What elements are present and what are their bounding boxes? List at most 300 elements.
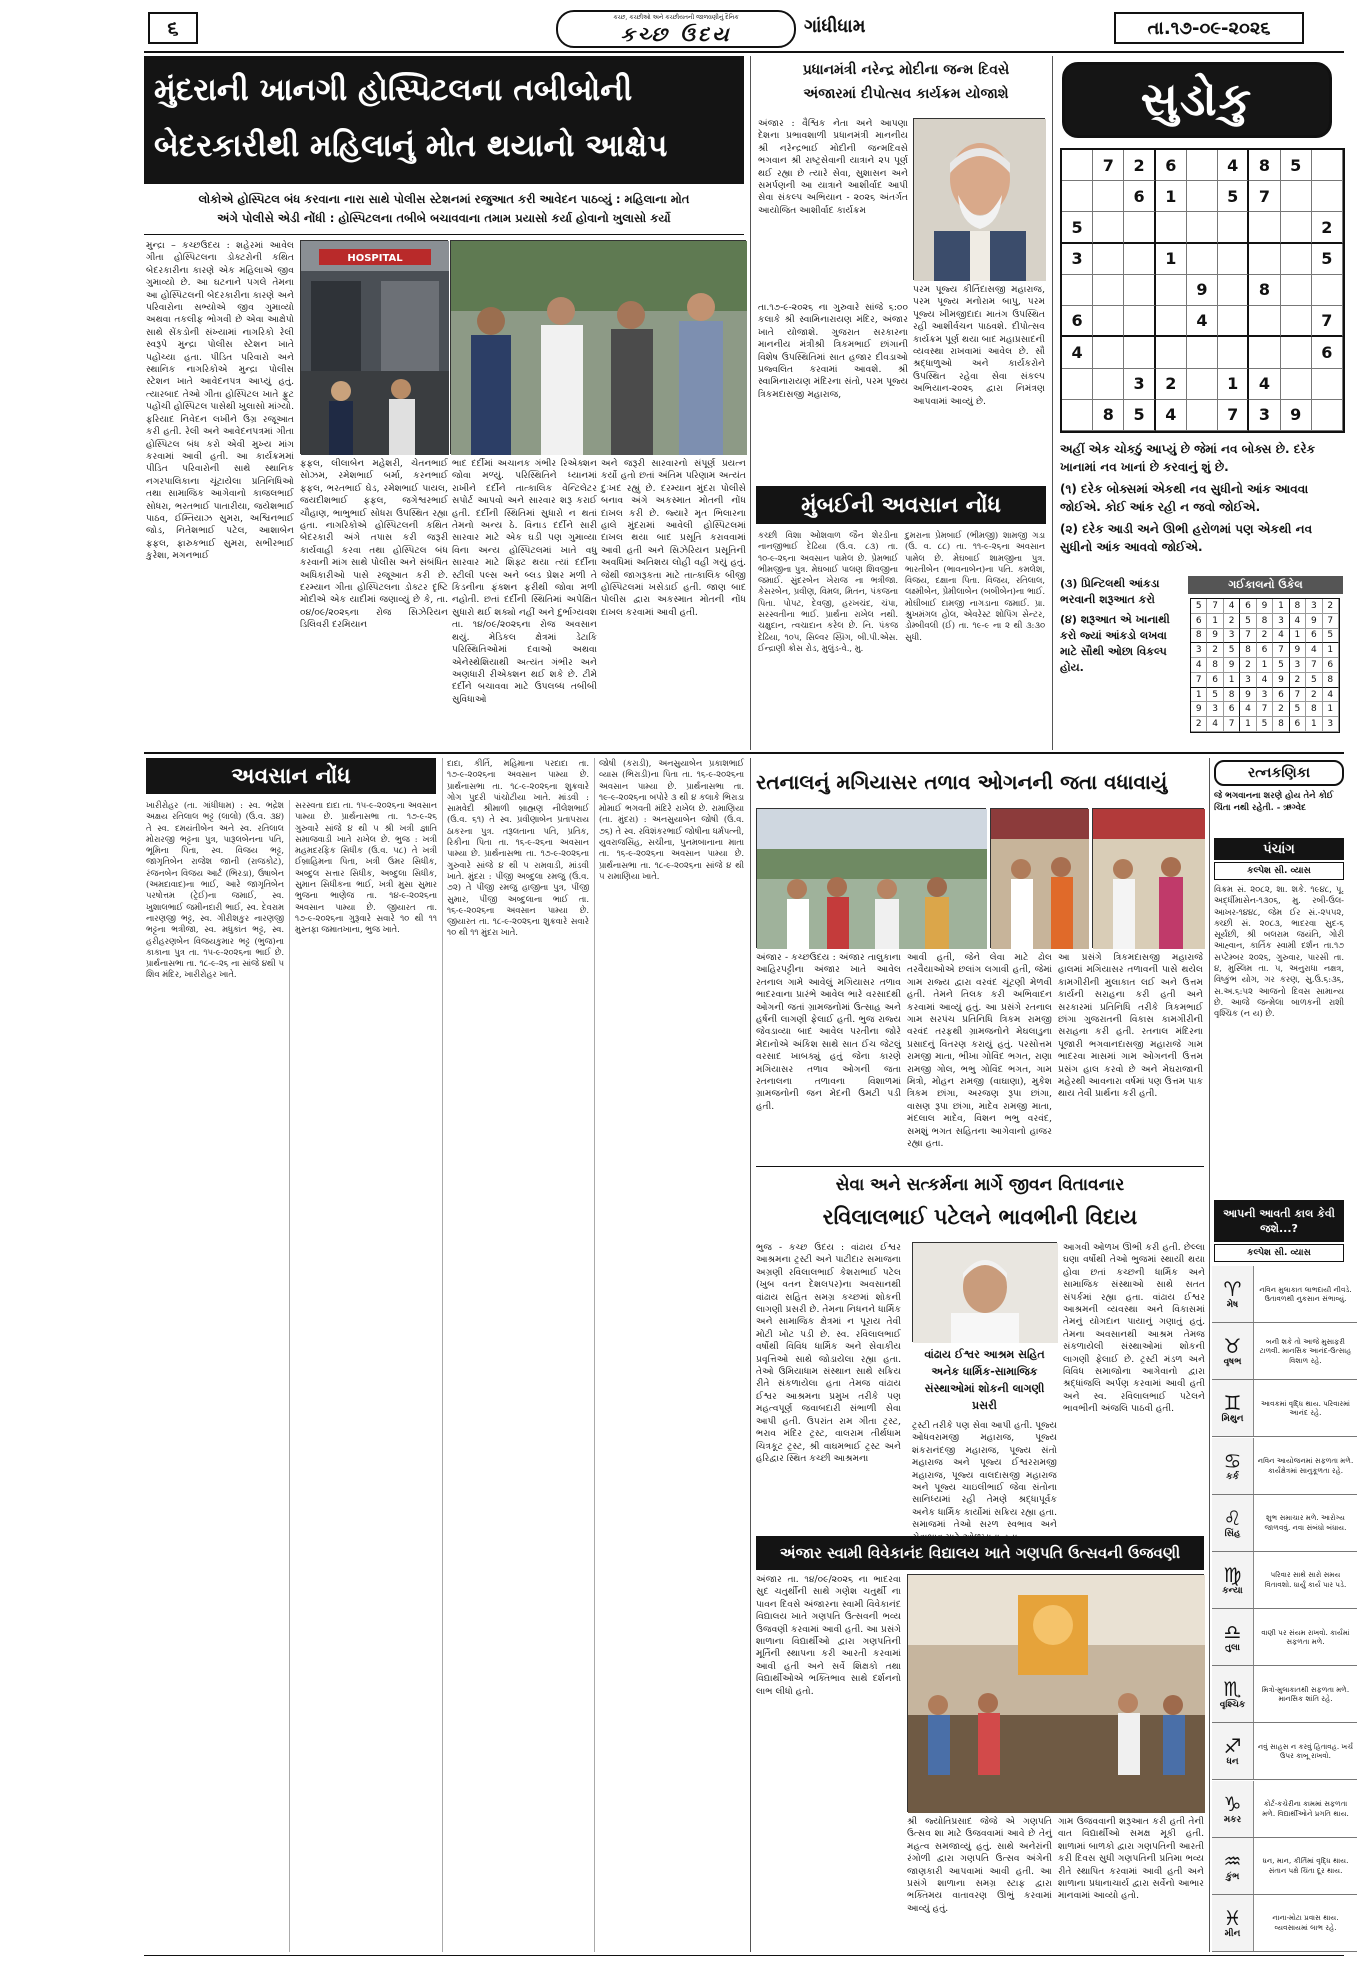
zodiac-sign-icon	[1212, 1838, 1254, 1894]
horoscope-author-box	[1214, 1244, 1344, 1262]
sudoku-cell	[1093, 306, 1124, 337]
sudoku-solution-cell: 6	[1224, 702, 1240, 717]
ganpati-headline: અંજાર સ્વામી વિવેકાનંદ વિદ્યાલય ખાતે ગણપતિ ઉત્સવની ઉજવણી	[779, 1544, 1181, 1562]
mumbai-obit-title: મુંબઈની અવસાન નોંધ	[801, 492, 1001, 518]
ratnal-photo-2	[990, 808, 1088, 948]
zodiac-sign-icon	[1212, 1609, 1254, 1665]
sudoku-solution-cell: 3	[1191, 643, 1207, 658]
sudoku-cell: 2	[1124, 150, 1155, 181]
col-rule-sudoku	[1052, 56, 1053, 750]
sudoku-solution-cell: 3	[1207, 702, 1223, 717]
sudoku-solution-cell: 7	[1306, 658, 1322, 673]
horoscope-author: કલ્પેશ સી. વ્યાસ	[1247, 1248, 1311, 1258]
col-rule-ratnal	[750, 758, 751, 1952]
zodiac-prediction: નવિન મુલાકાત લાભદાયી નીવડે. ઉતાવળથી નુકસાન સંભાવ્યું.	[1259, 1284, 1352, 1304]
sudoku-cell	[1062, 400, 1093, 431]
zodiac-sign-name: કુંભ	[1225, 1871, 1240, 1882]
sudoku-cell	[1062, 181, 1093, 212]
sudoku-solution-cell: 7	[1191, 673, 1207, 688]
sudoku-cell: 8	[1093, 400, 1124, 431]
sudoku-solution-cell: 9	[1290, 643, 1306, 658]
sudoku-solution-cell: 2	[1323, 599, 1339, 614]
panchang-title: પંચાંગ	[1263, 841, 1295, 857]
zodiac-sign-icon	[1212, 1895, 1254, 1951]
zodiac-row	[1212, 1495, 1357, 1552]
zodiac-prediction: નવિન આયોજનમાં સફળતા મળે. કાર્યક્ષેત્રમાં સાનુકૂળતા રહે.	[1257, 1456, 1354, 1475]
ravilal-headline-line-2: રવિલાલભાઈ પટેલને ભાવભીની વિદાય	[822, 1205, 1138, 1229]
zodiac-row	[1212, 1552, 1357, 1609]
col-rule-avsan-2	[442, 758, 443, 1952]
lead-story-col-2: ફફલ, લીલાબેન મહેશરી, ચેતનભાઈ સોઝમ, રમેશભાઈ બર્મા, કરનભાઈ ફફલ, ભરતભાઈ ઘેડ, રમેશભાઈ પાયલ, જયદીશભાઈ ફફલ, જગેશ્વરભાઈ ચૌહાણ, ભાભુભાઈ સોધરા ઉપસ્થિત રહ્યા હતા. નાગરિકોએ હોસ્પિટલની કથિત બેદરકારી અંગે તપાસ કરી જરૂરી કાર્યવાહી કરવા તથા હોસ્પિટલ બંધ કરવાની માંગ સાથે પોલીસ અને સંબંધિત અધિકારીઓ પાસે રજૂઆત કરી છે. દરમ્યાન ગીતા હોસ્પિટલના ડોક્ટર દૃષ્ટિ મોદીએ એક યાદીમાં જણાવ્યું છે કે, તા. ૦૪/૦૯/૨૦૨૬ના રોજ સિઝેરિયન ડિલિવરી દરમિયાન	[300, 458, 448, 631]
zodiac-row	[1212, 1895, 1357, 1952]
sudoku-cell: 6	[1312, 337, 1343, 368]
sudoku-cell: 6	[1124, 181, 1155, 212]
zodiac-sign-icon	[1212, 1552, 1254, 1608]
zodiac-row	[1212, 1380, 1357, 1437]
ganpati-col-3: ગામ ઉજવવાની શરૂઆત કરી હતી તેની વાત વિદ્યાર્થીઓ સમક્ષ મૂકી હતી. શાળામાં બાળકો દ્વારા ગણપતિની આરતી કરી દિવસ સુધી ગણપતિની પ્રતિમા ભવ્ય રીતે સ્થાપિત કરવામાં આવી હતી અને શાળાના પ્રધાનાચાર્ય દ્વારા સર્વેનો આભાર માનવામાં આવ્યો હતો.	[1058, 1816, 1204, 1902]
zodiac-sign-name: વૃષભ	[1223, 1357, 1242, 1368]
sudoku-solution-cell: 7	[1240, 629, 1256, 644]
zodiac-prediction: નવું સાહસ ન કરવું હિતાવહ. ખર્ચ ઉપર કાબૂ રાખવો.	[1257, 1741, 1354, 1761]
sudoku-solution-cell: 4	[1224, 599, 1240, 614]
zodiac-sign-icon	[1212, 1723, 1254, 1779]
sudoku-cell	[1187, 150, 1218, 181]
sudoku-cell	[1312, 400, 1343, 431]
zodiac-sign-name: કર્ક	[1226, 1471, 1239, 1482]
sudoku-cell: 7	[1093, 150, 1124, 181]
sudoku-cell: 8	[1249, 150, 1280, 181]
sudoku-cell	[1156, 275, 1187, 306]
zodiac-sign-name: ધન	[1226, 1757, 1239, 1768]
ravilal-col-1: ભુજ - કચ્છ ઉદય : વાંઢાય ઈશ્વર આશ્રમના ટ્રસ્ટી અને પાટીદાર સમાજના અગ્રણી રવિલાલભાઈ કેશરાભાઈ પટેલ (ખુબ વતન દેશલપર)ના અવસાનથી વાંઢાય સહિત સમગ્ર કચ્છમાં શોકની લાગણી પ્રસરી છે. તેમના નિધનને ધાર્મિક અને સામાજિક ક્ષેત્રમાં ન પૂરાય તેવી મોટી ખોટ પડી છે. સ્વ. રવિલાલભાઈ વર્ષોથી વિવિધ ધાર્મિક અને સેવાકીય પ્રવૃત્તિઓ સાથે જોડાયેલા રહ્યા હતા. તેઓ ઉમિયાધામ સંસ્થાન સાથે સક્રિય રીતે સંકળાયેલા હતા તેમજ વાંઢાય ઈશ્વર આશ્રમના પ્રમુખ તરીકે પણ મહત્વપૂર્ણ જવાબદારી સંભાળી સેવા આપી હતી. ઉપરાંત રામ ગીતા ટ્રસ્ટ, ભરાવ મંદિર ટ્રસ્ટ, વાલરામ તીર્થધામ ચિત્રકૂટ ટ્રસ્ટ, શ્રી વાઘમભાઈ ટ્રસ્ટ અને હરિદ્વાર સ્થિત કચ્છી આશ્રમના	[756, 1242, 901, 1464]
zodiac-glyph-icon: ♒	[1223, 1848, 1242, 1873]
sudoku-cell	[1062, 150, 1093, 181]
sudoku-solution-cell: 2	[1240, 658, 1256, 673]
sudoku-cell: 4	[1187, 306, 1218, 337]
sudoku-cell	[1093, 275, 1124, 306]
ravilal-photo	[912, 1242, 1057, 1342]
sudoku-cell	[1218, 275, 1249, 306]
sudoku-solution-grid	[1190, 598, 1340, 733]
zodiac-sign-icon	[1212, 1438, 1254, 1494]
sudoku-solution-cell: 3	[1224, 629, 1240, 644]
page-number: ૬	[167, 16, 179, 40]
sudoku-solution-cell: 7	[1290, 688, 1306, 703]
sudoku-rules	[1060, 440, 1345, 556]
sudoku-cell	[1249, 337, 1280, 368]
col-rule-avsan-1	[289, 800, 290, 1952]
ravilal-headline-line-1: સેવા અને સત્કર્મના માર્ગે જીવન વિતાવનાર	[835, 1175, 1125, 1195]
zodiac-prediction: આવકમાં વૃદ્ધિ થાય. પરિવારમાં આનંદ રહે.	[1260, 1398, 1351, 1418]
zodiac-sign-name: વૃશ્ચિક	[1219, 1700, 1246, 1711]
zodiac-prediction: નાના-મોટા પ્રવાસ થાય. વ્યવસાયમાં લાભ રહે.	[1272, 1913, 1339, 1932]
sudoku-solution-cell: 2	[1306, 688, 1322, 703]
sudoku-solution-cell: 1	[1273, 599, 1289, 614]
ganpati-col-1: અંજાર તા. ૧૪/૦૯/૨૦૨૬ ના ભાદરવા સુદ ચતુર્થીની સાથે ગણેશ ચતુર્થી ના પાવન દિવસે અંજારના સ્વામી વિવેકાનંદ વિદ્યાલય ખાતે ગણપતિ ઉત્સવની ભવ્ય ઉજવણી કરવામાં આવી હતી. આ પ્રસંગે શાળાના વિદ્યાર્થીઓ દ્વારા ગણપતિની મૂર્તિની સ્થાપના કરી આરતી કરવામાં આવી હતી અને સર્વે શિક્ષકો તથા વિદ્યાર્થીઓએ ભક્તિભાવ સાથે દર્શનનો લાભ લીધો હતો.	[756, 1574, 901, 1697]
sudoku-cell: 5	[1124, 400, 1155, 431]
masthead-city: ગાંધીધામ	[804, 16, 866, 37]
sudoku-cell	[1249, 306, 1280, 337]
ratnal-headline	[756, 760, 1201, 804]
sudoku-solution-cell: 5	[1224, 643, 1240, 658]
sudoku-cell: 4	[1156, 400, 1187, 431]
sudoku-cell: 5	[1218, 181, 1249, 212]
sudoku-solution-cell: 1	[1224, 673, 1240, 688]
sudoku-solution-cell: 9	[1224, 658, 1240, 673]
sudoku-solution-cell: 1	[1240, 717, 1256, 732]
sudoku-solution-cell: 6	[1273, 688, 1289, 703]
sudoku-solution-cell: 3	[1240, 673, 1256, 688]
sudoku-cell	[1156, 306, 1187, 337]
sudoku-solution-cell: 5	[1306, 673, 1322, 688]
sudoku-cell: 1	[1218, 369, 1249, 400]
zodiac-sign-icon	[1212, 1666, 1254, 1722]
zodiac-sign-icon	[1212, 1266, 1254, 1322]
zodiac-glyph-icon: ♐	[1223, 1734, 1242, 1759]
zodiac-row	[1212, 1609, 1357, 1666]
sudoku-solution-cell: 9	[1306, 614, 1322, 629]
sudoku-solution-cell: 5	[1257, 717, 1273, 732]
sudoku-solution-cell: 1	[1191, 688, 1207, 703]
masthead-tagline: કચ્છ, કચ્છીઓ અને કચ્છીયતની જાળવણીનું દૈનિક	[613, 14, 739, 21]
sudoku-solution-cell: 5	[1240, 614, 1256, 629]
sudoku-solution-cell: 5	[1207, 688, 1223, 703]
horoscope-title-box	[1214, 1200, 1344, 1242]
sudoku-rules-intro: અહીં એક ચોકઠું આપ્યું છે જેમાં નવ બોક્સ છે. દરેક ખાનામાં નવ ખાનાં છે કરવાનું શું છે.	[1060, 442, 1316, 474]
sudoku-solution-cell: 1	[1257, 658, 1273, 673]
lead-story-col-1: મુન્દ્રા – કચ્છઉદય : શહેરમાં આવેલ ગીતા હોસ્પિટલના ડોક્ટરોની કથિત બેદરકારીના કારણે એક મહિલાએ જીવ ગુમાવ્યો છે. આ ઘટનાને પગલે તેમના આ હોસ્પિટલની બેદરકારીના કારણે અને પરિવારોના સભ્યોએ જીવ ગુમાવ્યો અથવા તકલીફ ભોગવી છે એવા આક્ષેપો સાથે સેંકડોની સંખ્યામાં નાગરિકો રેલી સ્વરૂપે મુન્દ્રા પોલીસ સ્ટેશન ખાતે પહોંચ્યા હતા. પીડિત પરિવારો અને સ્થાનિક નાગરિકોએ મુન્દ્રા પોલીસ સ્ટેશન ખાતે આવેદનપત્ર આપ્યું હતું. ત્યારબાદ તેઓ ગીતા હોસ્પિટલ ખાતે ફ્રુટ પહોંચી હોસ્પિટલ પાસેથી ખુલાસો માંગ્યો. ફરિયાદ નિવેદન લખીને ઉગ્ર રજૂઆત કરી હતી. રેલી અને આવેદનપત્રમાં ગીતા હોસ્પિટલ બંધ કરો એવી મુખ્ય માંગ કરવામાં આવી હતી. આ કાર્યક્રમમાં પીડિત પરિવારોની સાથે સ્થાનિક નગરપાલિકાના ચૂંટાયેલા પ્રતિનિધિઓ તથા સામાજિક આગેવાનો કાજલભાઈ સોધરા, ભરતભાઈ પાતારીયા, જયેશભાઈ પાઠવ, ઈમ્તિયાઝ સુમરા, અશ્વિનભાઈ જોડ, નિતેશભાઈ પટેલ, આશાબેન ફફલ, ફારુકભાઈ સુમરા, સભીરભાઈ કુરેશા, મગનભાઈ	[146, 240, 294, 562]
sudoku-solution-cell: 3	[1306, 599, 1322, 614]
sudoku-cell: 6	[1062, 306, 1093, 337]
sudoku-solution-cell: 4	[1290, 614, 1306, 629]
sudoku-cell: 8	[1249, 275, 1280, 306]
sudoku-cell	[1156, 337, 1187, 368]
avsan-col-4: જોષી (કરાડી), અનસુયાબેન પ્રકાશભાઈ વ્યાસ (ભિરાડી)ના પિતા તા. ૧૬-૯-૨૦૨૬ના અવસાન પામ્યા છે. પ્રાર્થનાસભા તા. ૧૯-૯-૨૦૨૬ના બપોરે ૩ થી ૪ કલાકે ભિરાડા મોમાઈ ભગવતી મંદિરે રાખેલ છે. રામાણિયા (તા. મુંદરા) : અનસુયાબેન જોષી (ઉ.વ. ૭૬) તે સ્વ. રવિશંકરભાઈ જોષીના ધર્મપત્ની, યુવરાજસિંહ, સચીના, પુનમબાનાના માતા તા. ૧૬-૯-૨૦૨૬ના અવસાન પામ્યા છે. પ્રાર્થનાસભા તા. ૧૮-૯-૨૦૨૬ના સાંજે ૪ થી ૫ રામાણિયા ખાતે.	[599, 758, 744, 881]
sudoku-cell	[1312, 181, 1343, 212]
sudoku-solution-cell: 6	[1290, 717, 1306, 732]
sudoku-cell	[1187, 212, 1218, 243]
date-box	[1114, 12, 1304, 44]
sudoku-cell: 6	[1156, 150, 1187, 181]
horoscope-list	[1212, 1266, 1352, 1952]
sudoku-solution-cell: 8	[1257, 614, 1273, 629]
ratnakanika-title: રત્નકણિકા	[1247, 765, 1311, 781]
col-rule-modi	[750, 56, 751, 750]
zodiac-row	[1212, 1666, 1357, 1723]
sudoku-cell: 4	[1249, 369, 1280, 400]
sudoku-cell: 1	[1156, 181, 1187, 212]
sudoku-cell	[1093, 244, 1124, 275]
sudoku-cell	[1249, 212, 1280, 243]
sudoku-solution-cell: 7	[1323, 614, 1339, 629]
avsan-col-2: સરસ્વતા દાદા તા. ૧૫-૯-૨૦૨૬ના અવસાન પામ્યા છે. પ્રાર્થનાસભા તા. ૧૭-૯-૨૬ ગુરુવારે સાંજે ૪ થી ૫ શ્રી ખત્રી જ્ઞાતિ સમાજવાડી ખાતે રાખેલ છે. ભુજ : ખત્રી મહમદરફિક સિધીક (ઉ.વ. ૫૮) તે ખત્રી ઈબ્રાહિમના પિતા, ખત્રી ઉમર સિધીક, અબ્દુલ સત્તાર સિધીક, અબ્દુલા સિધીક, સુમાન સિધીકના ભાઈ, ખત્રી મુસા સુમાર ભુજના ભાણેજ તા. ૧૪-૯-૨૦૨૬ના અવસાન પામ્યા છે. જીયારત તા. ૧૭-૯-૨૦૨૬ના ગુરૂવારે સવારે ૧૦ થી ૧૧ મુસ્તફા જમાતખાના, ભુજ ખાતે.	[295, 800, 437, 935]
zodiac-sign-icon	[1212, 1323, 1254, 1379]
sudoku-solution-cell: 2	[1207, 643, 1223, 658]
sudoku-solution-cell: 8	[1224, 688, 1240, 703]
sudoku-rules-lower	[1060, 576, 1180, 676]
zodiac-glyph-icon: ♉	[1223, 1334, 1242, 1359]
lead-deck-rule	[144, 234, 744, 235]
sudoku-cell	[1281, 369, 1312, 400]
sudoku-solution-cell: 6	[1240, 599, 1256, 614]
zodiac-prediction: પરિવાર સાથે સારો સમય વિતાવશો. ધાર્યું કાર્ય પાર પડે.	[1264, 1570, 1347, 1589]
sudoku-solution-cell: 4	[1257, 673, 1273, 688]
sudoku-rule-3: (૩) પ્રિન્ટિલથી આંકડા ભરવાની શરૂઆત કરો	[1060, 577, 1160, 606]
sudoku-solution-cell: 4	[1273, 629, 1289, 644]
sudoku-cell	[1218, 306, 1249, 337]
sudoku-solution-cell: 2	[1290, 673, 1306, 688]
sudoku-cell	[1312, 150, 1343, 181]
sudoku-solution-cell: 3	[1323, 717, 1339, 732]
sudoku-cell	[1281, 244, 1312, 275]
sudoku-cell	[1156, 212, 1187, 243]
sudoku-cell: 7	[1312, 306, 1343, 337]
sudoku-solution-cell: 3	[1257, 688, 1273, 703]
avsan-title: અવસાન નોંધ	[231, 763, 351, 789]
sudoku-cell	[1187, 244, 1218, 275]
sudoku-solution-cell: 7	[1224, 717, 1240, 732]
sudoku-solution-cell: 1	[1290, 629, 1306, 644]
ratnal-headline-text: રતનાલનું મગિયાસર તળાવ ઓગનની જતા વધાવાયું	[756, 770, 1168, 794]
lead-photo-hospital	[300, 240, 448, 454]
lead-headline-line-1: મુંદરાની ખાનગી હોસ્પિટલના તબીબોની	[154, 72, 633, 108]
sudoku-rule-4: (૪) શરૂઆત એ ખાનાથી કરો જ્યાં આંકડો લખવા માટે સૌથી ઓછા વિકલ્પ હોય.	[1060, 613, 1170, 674]
page-number-box	[148, 12, 198, 44]
ganpati-col-2: શ્રી જ્યોતિપ્રસાદ જેજે એ ગણપતિ ઉત્સવ શા માટે ઉજવવામાં આવે છે તેનું મહત્વ સમજાવ્યું હતું. સાથે અનેરાંની રંગોળી દ્વારા ગણપતિ ઉત્સવ અંગેની જાણકારી આપવામાં આવી હતી. આ પ્રસંગે શાળાના સમગ્ર સ્ટાફ દ્વારા ભક્તિમય વાતાવરણ ઊભું કરવામાં આવ્યું હતું.	[907, 1816, 1052, 1914]
lead-headline-box	[144, 56, 744, 184]
zodiac-glyph-icon: ♏	[1223, 1677, 1242, 1702]
col-rule-right-rail	[1209, 758, 1210, 1952]
sudoku-solution-cell: 8	[1306, 702, 1322, 717]
modi-story-intro: અંજાર : વૈશ્વિક નેતા અને આપણા દેશના પ્રભાવશાળી પ્રધાનમંત્રી માનનીય શ્રી નરેન્દ્રભાઈ મોદીની જન્મદિવસે ભગવાન શ્રી રાષ્ટ્રસેવાની યાત્રાને ૨૫ પૂર્ણ થઈ રહ્યા છે ત્યારે સેવા, સુશાસન અને સમર્પણની આ યાત્રાને આશીર્વાદ આપી સેવા સંકલ્પ અભિયાન - ૨૦૨૬ અંતર્ગત આયોજિત આશીર્વાદ કાર્યક્રમ	[758, 118, 908, 216]
modi-headline-line-1: પ્રધાનમંત્રી નરેન્દ્ર મોદીના જન્મ દિવસે	[802, 62, 1010, 78]
sudoku-solution-cell: 8	[1273, 717, 1289, 732]
sudoku-solution-cell: 5	[1323, 629, 1339, 644]
zodiac-glyph-icon: ♈	[1223, 1277, 1242, 1302]
sudoku-cell	[1281, 212, 1312, 243]
ravilal-caption: વાંઢાય ઈશ્વર આશ્રમ સહિત અનેક ધાર્મિક-સામાજિક સંસ્થાઓમાં શોકની લાગણી પ્રસરી	[924, 1348, 1045, 1412]
mumbai-obit-col-1: કચ્છી વિશા ઓશવાળ જૈન શેરડીના નાનજીભાઈ દેઢિયા (ઉ.વ. ૮૩) તા. ૧૦-૯-૨૬ના અવસાન પામેલ છે. પ્રેમભાઈ ભીમજીના પુત્ર. મેઘબાઈ પાલણ શિવજીના જમાઈ. સુંદરબેન ખેરાજ ના ભત્રીજા. કેસરબેન, પ્રવીણ, વિમલ, મિતન, પંકજના પિતા. પોપટ, દેવજી, હરખચંદ, ચંપા, સરસ્વતીના ભાઈ. પ્રાર્થના રાખેલ નથી. ચક્ષુદાન, ત્વચાદાન કરેલ છે. નિ. પંકજ દેઢિયા, ૧૦૫, સિલ્વર સ્પ્રિંગ, બી.પી.એસ. ઈન્દ્રાણી ક્રોસ રોડ, મુલુંડ-વે., મુ.	[758, 530, 898, 653]
ratnakanika-box	[1214, 760, 1344, 786]
zodiac-row	[1212, 1438, 1357, 1495]
sudoku-solution-cell: 1	[1306, 717, 1322, 732]
zodiac-row	[1212, 1781, 1357, 1838]
sudoku-grid	[1060, 148, 1345, 433]
sudoku-cell	[1093, 369, 1124, 400]
ravilal-headline	[756, 1170, 1204, 1234]
zodiac-glyph-icon: ♑	[1223, 1791, 1242, 1816]
sudoku-cell	[1281, 306, 1312, 337]
ratnal-photo-3	[1092, 808, 1204, 948]
panchang-text: વિક્રમ સં. ૨૦૮૨, શા. શકે. ૧૯૪૮, પૂ. અર્દ્ધીમાસેન-૧૩૦૬, મુ. રબી-ઉલ-આખર-૧૪૪૮, જેમ ઈર સં.-૨૫૫૨, ક્ચ્છી સં. ૨૦૮૩, ભાદરવા સુદ-૬ સૂર્યછી, શ્રી બલરામ જયંતિ, ગોરી આહ્વાન, કાર્તિક સ્વામી દર્શન તા.૧૭ સપ્ટેમ્બર ૨૦૨૬, ગુરુવાર, પારસી તા. ૪, મુસ્લિમ તા. ૫, અનુરાધા નક્ષત્ર, વિષ્કુંભ યોગ, ગર કરણ, સુ.ઉ.૬:૩૬, સ.અ.૬:૫૨ આજનો દિવસ સામાન્ય છે. આજે જન્મેલા બાળકની રાશી વૃશ્ચિક (ન ય) છે.	[1214, 884, 1344, 1019]
page-header	[144, 10, 1359, 48]
sudoku-solution-cell: 7	[1273, 643, 1289, 658]
sudoku-cell	[1062, 275, 1093, 306]
sudoku-solution-cell: 1	[1323, 702, 1339, 717]
sudoku-cell	[1249, 244, 1280, 275]
sudoku-solution-cell: 9	[1273, 673, 1289, 688]
zodiac-sign-name: કન્યા	[1222, 1585, 1243, 1596]
lead-deck	[144, 190, 744, 228]
sudoku-cell	[1124, 244, 1155, 275]
svg-text:HOSPITAL: HOSPITAL	[347, 253, 403, 264]
zodiac-row	[1212, 1323, 1357, 1380]
avsan-title-box	[146, 758, 436, 794]
zodiac-prediction: બની શકે તો આજે મુસાફરી ટાળવી. માનસિક આનંદ-ઉત્સાહ વિશાળ રહે.	[1259, 1336, 1352, 1365]
sudoku-cell: 3	[1062, 244, 1093, 275]
sudoku-cell	[1093, 181, 1124, 212]
sudoku-solution-cell: 4	[1323, 688, 1339, 703]
header-rule	[144, 51, 1344, 53]
sudoku-title-box	[1062, 62, 1332, 138]
ratnal-photo-1	[756, 808, 986, 948]
sudoku-solution-cell: 6	[1323, 658, 1339, 673]
sudoku-cell: 1	[1156, 244, 1187, 275]
modi-photo	[913, 118, 1045, 280]
sudoku-solution-cell: 2	[1191, 717, 1207, 732]
lead-story-col-4: અને જરૂરી સારવારનો સંપૂર્ણ પ્રયત્ન કર્યો હતો છતાં અંતિમ પરિણામ અત્યંત દુઃખદ રહ્યું છે. દરમ્યાન મુંદરા પોલીસે બનાવ અંગે અકસ્માત મોતની નોંધ દાખલ કરી છે. જ્યારે મૃત ભિલારના હાલે મુંદરામાં આવેલી હોસ્પિટલમાં દાખલ થયા બાદ પ્રસૂતિ કરાવવામાં આવી હતી અને સિઝેરિયન પ્રસૂતિની અવધિમાં અતિશય લોહી વહી ગયું હતું. જેથી જાગરૂકતા માટે તાત્કાલિક બીજી હોસ્પિટલમાં ખસેડાઈ હતી. જાણ બાદ પોલીસ દ્વારા અકસ્માત મોતની નોંધ દાખલ કરવામાં આવી હતી.	[601, 458, 746, 618]
panchang-author: કલ્પેશ સી. વ્યાસ	[1247, 866, 1311, 876]
zodiac-glyph-icon: ♊	[1223, 1391, 1242, 1416]
sudoku-cell: 2	[1156, 369, 1187, 400]
sudoku-solution-cell: 4	[1240, 702, 1256, 717]
lead-deck-line-1: લોકોએ હોસ્પિટલ બંધ કરવાના નારા સાથે પોલીસ સ્ટેશનમાં રજુઆત કરી આવેદન પાઠવ્યું : મહિલાના મોત	[198, 192, 690, 206]
zodiac-sign-icon	[1212, 1380, 1254, 1436]
zodiac-glyph-icon: ♎	[1223, 1620, 1242, 1645]
zodiac-sign-name: મીન	[1224, 1928, 1241, 1939]
sudoku-solution-cell: 6	[1191, 614, 1207, 629]
mumbai-obit-col-2: દુમરાના પ્રેમબાઈ (ભીમજી) શામજી ગડા (ઉ. વ. ૮૮) તા. ૧૧-૯-૨૬ના અવસાન પામેલ છે. મેઘબાઈ શામજીના પુત્ર. ભારતીબેન (ભાવનાબેન)ના પતિ. કમલેશ, વિજય, દક્ષાના પિતા. વિજય, રતિલાલ, લક્ષ્મીબેન, પ્રેમીલાબેન (બબીબેન)ના ભાઈ. મોઘીબાઈ દામજી નાગડાના જમાઈ. પ્રા. શ્રુખમંગલ હોલ, એવરેસ્ટ શોપિંગ સેન્ટર, ડોમ્બીવલી (ઈ) તા. ૧૯-૯ ના ૨ થી ૩:૩૦ સુધી.	[905, 530, 1045, 642]
zodiac-sign-name: મકર	[1223, 1814, 1242, 1825]
sudoku-cell	[1093, 212, 1124, 243]
sudoku-solution-cell: 3	[1290, 658, 1306, 673]
zodiac-sign-name: તુલા	[1225, 1643, 1240, 1654]
sudoku-solution-cell: 8	[1323, 673, 1339, 688]
sudoku-cell	[1187, 181, 1218, 212]
sudoku-solution-cell: 5	[1273, 658, 1289, 673]
sudoku-cell	[1124, 337, 1155, 368]
sudoku-cell	[1312, 369, 1343, 400]
sudoku-cell	[1187, 369, 1218, 400]
avsan-col-3: દાદા, કીર્તિ, મહિમાના પરદાદા તા. ૧૭-૯-૨૦૨૬ના અવસાન પામ્યા છે. પ્રાર્થનાસભા તા. ૧૮-૯-૨૦૨૬ના શુક્રવારે ગોગ પુદરી પાંચોટીયા ખાતે. માંડવી : સામવેદી શ્રીમાળી બ્રાહ્મણ નીલેશભાઈ (ઉ.વ. ૬૧) તે સ્વ. પ્રવીણાબેન પ્રતાપરાય ઠાકરના પુત્ર. તરૂલતાના પતિ, પ્રતિક, રિકીના પિતા તા. ૧૬-૯-૨૬ના અવસાન પામ્યા છે. પ્રાર્થનાસભા તા. ૧૭-૯-૨૦૨૬ના ગુરુવારે સાંજે ૪ થી ૫ રામવાડી, માંડવી ખાતે. મુંદરા : પીંજી અબ્દુલા રમજુ (ઉ.વ. ૭૨) તે પીંજી રમજુ હાજીના પુત્ર, પીંજી સુમાર, પીંજી અબ્દુલાના ભાઈ તા. ૧૬-૯-૨૦૨૬ના અવસાન પામ્યા છે. જીયારત તા. ૧૮-૯-૨૦૨૬ના શુક્રવારે સવારે ૧૦ થી ૧૧ મુંદરા ખાતે.	[447, 758, 589, 938]
lead-story-col-3: ભાદ દર્દીમાં અચાનક ગંભીર રિએક્શન જોવા મળ્યું. પરિસ્થિતિને ધ્યાનમાં રાખીને દર્દીને તાત્કાલિક વેન્ટિલેટર સપોર્ટ આપવો અને સારવાર શરૂ કરાઈ હતી. દર્દીની સ્થિતિમાં સુધારો ન થતાં તેમનો અન્ય ઠે. વિનાડ દર્દીને સારી સારવાર માટે એક ઘડી પણ ગુમાવ્યા વિના અન્ય હોસ્પિટલમાં ખાતે વધુ સારવાર માટે શિફ્ટ થયા ત્યાં દર્દીના સ્ટીલી પલ્સ અને બ્લડ પ્રેશર મળી તે કિડનીના ફંક્શન ફરીથી જોવા મળી નહોતી. છતાં દર્દીની સ્થિતિમાં અપેક્ષિત સુધારો થઈ શક્યો નહીં અને દુર્ભાગ્યવશ તા. ૧૪/૦૯/૨૦૨૬ના રોજ અવસાન થયું. મેડિકલ ક્ષેત્રમાં ડેટાકિ પરિસ્થિતિઓમાં દવાઓ અથવા એનેસ્થેશિયાથી અત્યંત ગંભીર અને અણધારી રીએક્શન થઈ શકે છે. ટીમે દર્દીને બચાવવા માટે ઉપલબ્ધ તબીબી સુવિધાઓ	[452, 458, 597, 705]
zodiac-glyph-icon: ♌	[1223, 1505, 1242, 1530]
sudoku-solution-cell: 6	[1306, 629, 1322, 644]
sudoku-solution-cell: 3	[1273, 614, 1289, 629]
sudoku-cell: 3	[1249, 400, 1280, 431]
sudoku-solution-cell: 4	[1306, 643, 1322, 658]
sudoku-cell: 4	[1062, 337, 1093, 368]
ravilal-col-2: ટ્રસ્ટી તરીકે પણ સેવા આપી હતી. પૂજ્ય ઓધવરામજી મહારાજ, પૂજ્ય શંકરાનંદજી મહારાજ, પૂજ્ય સંતો મહારાજ અને પૂજ્ય ઈશ્વરરામજી મહારાજ, પૂજ્ય વાલદાસજી મહારાજ અને પૂજ્ય ચાઇલીભાઈ જેવા સંતોના સાનિધ્યમાં રહી તેમણે શ્રદ્ધાપૂર્વક અનેક ધાર્મિક કાર્યોમાં સક્રિય રહ્યા હતા. સમાજમાં તેઓ સરળ સ્વભાવ અને	[912, 1420, 1057, 1531]
sudoku-cell	[1218, 337, 1249, 368]
zodiac-sign-name: સિંહ	[1224, 1528, 1241, 1539]
sudoku-cell	[1124, 275, 1155, 306]
ravilal-top-rule	[756, 1166, 1204, 1167]
sudoku-cell	[1124, 212, 1155, 243]
sudoku-solution-cell: 2	[1273, 702, 1289, 717]
zodiac-glyph-icon: ♓	[1223, 1905, 1242, 1930]
sudoku-cell: 2	[1312, 212, 1343, 243]
zodiac-prediction: કોર્ટ-કચેરીના કામમાં સફળતા મળે. વિદ્યાર્થીઓને પ્રગતિ થાય.	[1262, 1799, 1349, 1818]
ratnal-col-1: અંજાર - કચ્છઉદય : અંજાર તાલુકાના આહિરપટ્ટીના અંજાર ખાતે આવેલ રતનાલ ગામે આવેલું મગિયાસર તળાવ ભાદરવાના પ્રારંભે આવેલ ભારે વરસાદથી ઓગની જતાં ગ્રામજનોમાં ઉત્સાહ અને હર્ષની લાગણી ફેલાઈ હતી. ભુજ રાજ્ય જેવડાવ્યા બાદ આવેલ પરતીના જોરે મેદાનોએ અંકિશ સાથે સાત ઈંચ જેટલું વરસાદ ખાબક્યું હતું જેના કારણે મગિયાસર તળાવ ઓગની જતા રતનાલના તળાવના વિશાળમાં ગ્રામજનોની જન મેદની ઉમટી પડી હતી.	[756, 952, 901, 1112]
lead-photo-crowd	[450, 240, 746, 454]
masthead	[556, 10, 796, 48]
sudoku-solution-title-box	[1188, 576, 1343, 594]
zodiac-sign-name: મેષ	[1226, 1300, 1239, 1311]
sudoku-title: સુડોકુ	[1140, 72, 1254, 126]
mid-page-rule	[144, 752, 1344, 754]
sudoku-rule-2: (૨) દરેક આડી અને ઊભી હરોળમાં પણ એકથી નવ સુધીનો આંક આવવો જોઈએ.	[1060, 522, 1313, 554]
sudoku-solution-cell: 6	[1257, 643, 1273, 658]
sudoku-cell	[1281, 337, 1312, 368]
horoscope-title: આપની આવતી કાલ કેવી જશે...?	[1223, 1207, 1335, 1235]
sudoku-cell	[1281, 181, 1312, 212]
sudoku-solution-title: ગઈકાલનો ઉકેલ	[1228, 578, 1303, 591]
sudoku-cell: 5	[1062, 212, 1093, 243]
zodiac-prediction: શુભ સમાચાર મળે. આરોગ્ય જાળવવું. નવા સંબંધો બંધાય.	[1264, 1513, 1347, 1532]
sudoku-cell: 9	[1281, 400, 1312, 431]
col-rule-avsan-3	[594, 758, 595, 1952]
sudoku-solution-cell: 4	[1207, 717, 1223, 732]
sudoku-cell	[1218, 212, 1249, 243]
modi-story-col-1: તા.૧૭-૯-૨૦૨૬ ના ગુરુવારે સાંજે ૬:૦૦ કલાકે શ્રી સ્વામિનારાયણ મંદિર, અંજાર ખાતે યોજાશે. ગુજરાત સરકારના માનનીય મંત્રીશ્રી ત્રિકમભાઈ છાંગાની વિશેષ ઉપસ્થિતિમાં સાત હજાર દીવડાઓ પ્રજ્વલિત કરવામાં આવશે. શ્રી સ્વામિનારાયણ મંદિરના સંતો, પરમ પૂજ્ય ત્રિકમદાસજી મહારાજ,	[758, 302, 908, 400]
sudoku-solution-cell: 6	[1207, 673, 1223, 688]
modi-headline-line-2: અંજારમાં દીપોત્સવ કાર્યક્રમ યોજાશે	[803, 86, 1009, 102]
sudoku-cell	[1062, 369, 1093, 400]
sudoku-cell	[1093, 337, 1124, 368]
panchang-author-box	[1214, 862, 1344, 880]
sudoku-solution-cell: 8	[1207, 658, 1223, 673]
sudoku-cell: 5	[1312, 244, 1343, 275]
sudoku-cell: 9	[1187, 275, 1218, 306]
ratnal-col-3: આ પ્રસંગે ત્રિકમદાસજી મહારાજે હાલમાં મગિયાસર તળાવની પાસે થયેલ કામગીરીની મુલાકાત લઈ અને ઉત્તમ કાર્યની સરાહના કરી હતી અને સરકારમાં પ્રતિનિધિ તરીકે ત્રિકમભાઈ છાંગા ગુજરાતની વિકાસ કામગીરીની સરાહના કરી હતી. રતનાલ મંદિરના પૂજારી ભગવાનદાસજી મહારાજે ગામ ભાદરવા માસમાં ગામ ઓગનની ઉત્તમ પ્રસંગ હાલ કરવો છે અને મેઘરાજાની મહેરથી આવનારા વર્ષમાં પણ ઉત્તમ પાક થાય તેવી પ્રાર્થના કરી હતી.	[1058, 952, 1203, 1100]
issue-date: તા.૧૭-૦૯-૨૦૨૬	[1147, 17, 1271, 39]
zodiac-glyph-icon: ♋	[1223, 1448, 1242, 1473]
lead-headline-line-2: બેદરકારીથી મહિલાનું મોત થયાનો આક્ષેપ	[154, 128, 668, 164]
ratnakanika-quote: જે ભગવાનના શરણે હોય તેને કોઈ ચિંતા નથી રહેતી. - ઋગ્વેદ	[1214, 791, 1334, 813]
zodiac-row	[1212, 1838, 1357, 1895]
sudoku-solution-cell: 8	[1290, 599, 1306, 614]
ravilal-col-3: આગવી ઓળખ ઊભી કરી હતી. છેલ્લા ઘણા વર્ષોથી તેઓ ભુજમાં સ્થાયી થયા હોવા છતાં કચ્છની ધાર્મિક અને સામાજિક સંસ્થાઓ સાથે સતત સંપર્કમાં રહ્યા હતા. વાંઢાય ઈશ્વર આશ્રમની વ્યવસ્થા અને વિકાસમાં તેમનું યોગદાન પાયાનું ગણાતું હતું. તેમના અવસાનથી આશ્રમ તેમજ સંકળાયેલી સંસ્થાઓમાં શોકની લાગણી ફેલાઈ છે. ટ્રસ્ટી મંડળ અને વિવિધ સમાજોના આગેવાનો દ્વારા શ્રદ્ધાંજલિ અર્પણ કરવામાં આવી હતી અને સ્વ. રવિલાલભાઈ પટેલને ભાવભીની અંજલિ પાઠવી હતી.	[1063, 1242, 1205, 1415]
ratnal-col-2: આવી હતી, જેને લેવા માટે ઢોલ તરવૈયાઓએ છલાંગ લગાવી હતી, જેમાં ગામ રાજ્ય દ્વારા વરવંદ ચૂંટણી મેળવી હતી. તેમને તિલક કરી અભિવાદન કરવામાં આવ્યું હતું. આ પ્રસંગે રતનાલ ગામ સરપંચ પ્રતિનિધિ ત્રિકમ રામજી વરવંદ તરફથી ગ્રામજનોને મેઘલાડુના પ્રસાદનું વિતરણ કરાયું હતું. પરસોત્તમ રામજી માતા, ભીખા ગોવિંદ ભગત, રાણા રામજી ગોલ, ભભુ ગોવિંદ ભગત, ગામ મિત્રો, મોહન રામજી (વાઘાણા), મુકેશ ત્રિકમ છાંગા, અરજણ રૂપા છાંગા, વાસણ રૂપા છાંગા, માદેવ રામજી માતા, મંદલાલ માદેવ, વિશન ભભુ વરવંદ, સમશું ભગત સહિતના આગેવાનો હાજર રહ્યા હતા.	[907, 952, 1052, 1150]
mumbai-obit-title-box	[756, 486, 1046, 524]
zodiac-sign-icon	[1212, 1495, 1254, 1551]
lead-deck-line-2: અંગે પોલીસે એડી નોંધી : હોસ્પિટલના તબીબે બચાવવાના તમામ પ્રયાસો કર્યા હોવાનો ખુલાસો કર્યો	[217, 211, 671, 225]
sudoku-solution-cell: 4	[1191, 658, 1207, 673]
sudoku-cell: 5	[1281, 150, 1312, 181]
sudoku-solution-cell: 2	[1224, 614, 1240, 629]
zodiac-prediction: વાણી પર સંયમ રાખવો. કાર્યમાં સફળતા મળે.	[1261, 1627, 1350, 1647]
sudoku-solution-cell: 1	[1323, 643, 1339, 658]
zodiac-sign-name: મિથુન	[1221, 1414, 1244, 1425]
zodiac-sign-icon	[1212, 1781, 1254, 1837]
sudoku-solution-cell: 5	[1290, 702, 1306, 717]
sudoku-cell	[1124, 306, 1155, 337]
modi-headline	[756, 58, 1056, 106]
zodiac-prediction: મિત્રો-મુલાકાતથી સફળતા મળે. માનસિક શાંતિ રહે.	[1261, 1684, 1350, 1704]
sudoku-solution-cell: 7	[1207, 599, 1223, 614]
sudoku-cell	[1218, 244, 1249, 275]
zodiac-row	[1212, 1266, 1357, 1323]
sudoku-solution-cell: 5	[1191, 599, 1207, 614]
sudoku-cell	[1312, 275, 1343, 306]
sudoku-cell	[1187, 337, 1218, 368]
sudoku-cell: 3	[1124, 369, 1155, 400]
ganpati-photo	[907, 1574, 1204, 1812]
panchang-title-box	[1214, 838, 1344, 860]
sudoku-solution-cell: 8	[1240, 643, 1256, 658]
sudoku-cell	[1281, 275, 1312, 306]
